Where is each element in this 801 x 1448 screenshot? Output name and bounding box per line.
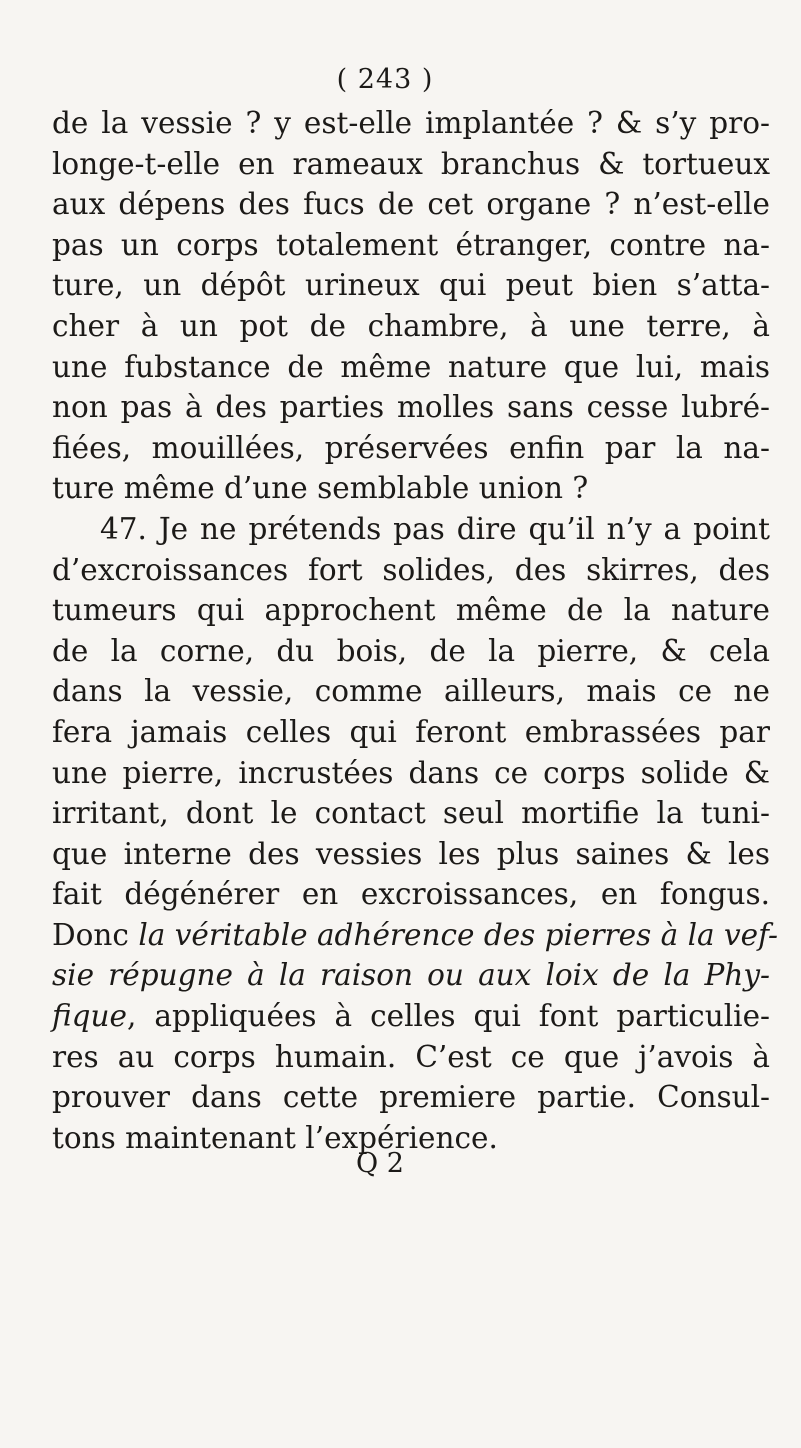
text-line: pas un corps totalement étranger, contre na- xyxy=(52,227,770,262)
paragraph-end-line: ture même d’une semblable union ? xyxy=(52,471,589,506)
text-line: non pas à des parties molles sans cesse lubré- xyxy=(52,390,770,425)
text-line: que interne des vessies les plus saines & les xyxy=(52,836,770,871)
text-line: res au corps humain. C’est ce que j’avois à xyxy=(52,1039,770,1074)
text-line-mixed xyxy=(52,996,770,1037)
text-span: , appliquées à celles qui font particulie- xyxy=(127,999,770,1034)
text-line: fera jamais celles qui feront embrassées par xyxy=(52,714,770,749)
paragraph-end-line: tons maintenant l’expérience. xyxy=(52,1120,498,1155)
text-span: Donc xyxy=(52,917,139,952)
text-line: cher à un pot de chambre, à une terre, à xyxy=(52,308,770,343)
text-line: fait dégénérer en excroissances, en fongus. xyxy=(52,877,770,912)
signature-mark: Q 2 xyxy=(356,1148,404,1179)
text-line-mixed xyxy=(52,915,778,956)
text-line: ture, un dépôt urineux qui peut bien s’atta- xyxy=(52,268,770,303)
text-line: prouver dans cette premiere partie. Consul- xyxy=(52,1080,770,1115)
text-line: irritant, dont le contact seul mortifie la tuni- xyxy=(52,796,770,831)
body-text xyxy=(52,103,778,1158)
page-number: ( 243 ) xyxy=(336,64,434,95)
text-line: d’excroissances fort solides, des skirres, des xyxy=(52,552,770,587)
text-line: dans la vessie, comme ailleurs, mais ce ne xyxy=(52,674,770,709)
text-line: de la corne, du bois, de la pierre, & cela xyxy=(52,633,770,668)
text-line: tumeurs qui approchent même de la nature xyxy=(52,593,770,628)
text-line: une fubstance de même nature que lui, mais xyxy=(52,349,770,384)
italic-line: sie répugne à la raison ou aux loix de la Phy- xyxy=(52,958,770,993)
paragraph-number-line: 47. Je ne prétends pas dire qu’il n’y a point xyxy=(100,511,770,546)
italic-text: la véritable adhérence des pierres à la vef- xyxy=(138,917,778,952)
text-line: de la vessie ? y est-elle implantée ? & s’y pro- xyxy=(52,106,770,140)
italic-text: fique xyxy=(52,999,128,1034)
text-line: une pierre, incrustées dans ce corps solide & xyxy=(52,755,770,790)
text-line: longe-t-elle en rameaux branchus & tortueux xyxy=(52,146,770,181)
text-line: fiées, mouillées, préservées enfin par la na- xyxy=(52,430,770,465)
text-line: aux dépens des fucs de cet organe ? n’est-elle xyxy=(52,187,770,222)
